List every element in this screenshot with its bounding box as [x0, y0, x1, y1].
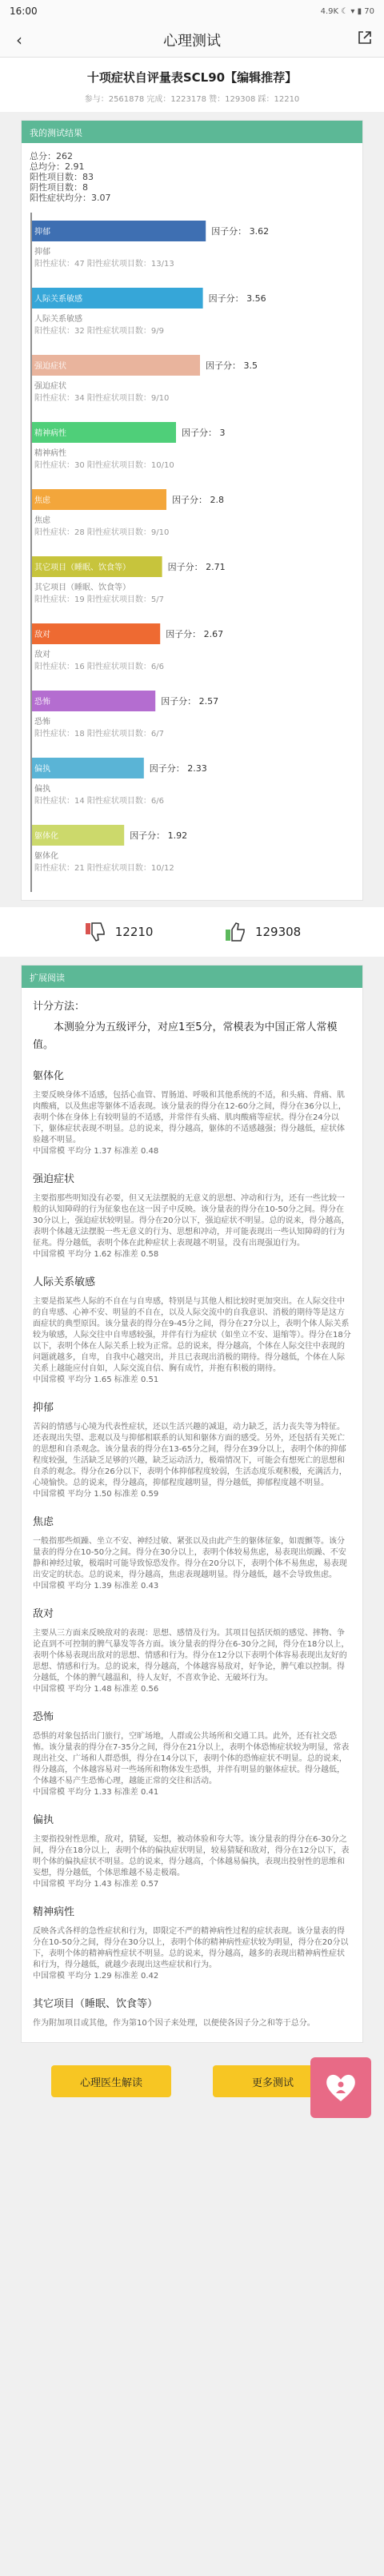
test-meta: 参与：2561878 完成：1223178 赞：129308 踩：12210 [84, 95, 300, 104]
bar-sub1-1: 人际关系敏感 [34, 315, 82, 324]
summary-positive-mean: 阳性症状均分：3.07 [30, 193, 111, 203]
factor-description: 主要指投射性思维，敌对，猜疑，妄想，被动体验和夸大等。该分量表的得分在6-30分之间，得分在18分以上，表明个体的偏执症状明显，较易猜疑和敌对，得分在12分以下，表明个体的偏执症状不明显。总的说来，得分越高，个体越易偏执，表现出投射性的思维和妄想，得分越低，个体思维越不易走极端。 [33, 1835, 350, 1877]
bar-score-6: 因子分： 2.67 [166, 629, 224, 639]
bar-score-4: 因子分： 2.8 [172, 495, 224, 505]
result-card-title: 我的测试结果 [22, 121, 362, 143]
factor-section [33, 1170, 351, 1260]
status-icons: 4.9K ☾ ▾ ▮ 70 [320, 6, 374, 16]
bar-score-2: 因子分： 3.5 [206, 360, 258, 371]
bar-sub2-6: 阳性症状：16 阳性症状项目数：6/6 [34, 663, 164, 671]
result-summary [22, 143, 362, 213]
bar-sub2-1: 阳性症状：32 阳性症状项目数：9/9 [34, 327, 164, 336]
factor-description: 苦闷的情感与心境为代表性症状，还以生活兴趣的减退，动力缺乏，活力丧失等为特征。还表现出失望、悲观以及与抑郁相联系的认知和躯体方面的感受。另外，还包括有关死亡的思想和自杀观念。该分量表的得分在13-65分之间，得分在39分以上，表明个体的抑郁程度较强，生活缺乏足够的兴趣，缺乏运动活力，极端情况下，可能会有想死亡的思想和自杀的观念。得分在26分以下，表明个体抑郁程度较弱，生活态度乐观积极，充满活力，心境愉快。总的说来，得分越高，抑郁程度越明显，得分越低，抑郁程度越不明显。 [33, 1423, 347, 1487]
bar-label-4: 焦虑 [34, 496, 50, 505]
factor-name: 其它项目（睡眠、饮食等） [33, 1998, 158, 2010]
share-icon[interactable] [355, 30, 374, 50]
bar-score-3: 因子分： 3 [182, 428, 226, 438]
status-bar [0, 0, 384, 22]
bar-label-6: 敌对 [34, 631, 50, 639]
summary-negative-count: 阴性项目数：8 [30, 182, 88, 193]
factor-description: 主要是指某些人际的不自在与自卑感，特别是与其他人相比较时更加突出。在人际交往中的自卑感、心神不安、明显的不自在，以及人际交流中的自我意识、消极的期待等是这方面症状的典型原因。该分量表的得分在9-45分之间，得分在27分以上，表明个体人际关系较为敏感，人际交往中自卑感较强，并伴有行为症状（如坐立不安、退缩等）。得分在18分以下，表明个体在人际关系上较为正常。总的说来，得分越高，个体在人际交往中表现的问题就越多，自卑，自我中心越突出，并且已表现出消极的期待。得分越低，个体在人际关系上越能应付自如，人际交流自信、胸有成竹，并抱有积极的期待。 [33, 1297, 351, 1373]
factor-name: 人际关系敏感 [33, 1276, 96, 1288]
factor-name: 恐怖 [33, 1711, 54, 1723]
method-text: 本测验分为五级评分，对应1至5分，常模表为中国正常人常模值。 [33, 1021, 338, 1051]
factor-norm: 中国常模 平均分 1.50 标准差 0.59 [33, 1490, 159, 1499]
summary-mean: 总均分：2.91 [30, 161, 85, 172]
factor-name: 强迫症状 [33, 1173, 75, 1185]
bar-sub2-3: 阳性症状：30 阳性症状项目数：10/10 [34, 461, 174, 470]
bar-label-5: 其它项目（睡眠、饮食等） [34, 563, 130, 572]
bar-label-1: 人际关系敏感 [34, 295, 82, 304]
result-card [21, 120, 363, 901]
factor-section [33, 1995, 351, 2029]
bar-4 [32, 489, 166, 510]
bar-label-8: 偏执 [34, 765, 50, 774]
dislike-button[interactable] [83, 920, 154, 944]
factor-chart-svg [30, 213, 366, 900]
bar-score-8: 因子分： 2.33 [149, 763, 207, 774]
vote-bar [0, 907, 384, 957]
factor-norm: 中国常模 平均分 1.37 标准差 0.48 [33, 1147, 159, 1156]
nav-title: 心理测试 [163, 32, 221, 50]
summary-positive-count: 阳性项目数：83 [30, 172, 94, 182]
like-button[interactable] [223, 920, 301, 944]
factor-description: 反映各式各样的急性症状和行为，即限定不严的精神病性过程的症状表现。该分量表的得分在10-50分之间，得分在30分以上，表明个体的精神病性症状较为明显，得分在20分以下，表明个体的精神病性症状不明显。总的说来，得分越高，越多的表现出精神病性症状和行为，得分越低，就越少表现出这些症状和行为。 [33, 1927, 349, 1969]
factor-section [33, 1067, 351, 1157]
nav-bar [0, 22, 384, 58]
status-time: 16:00 [10, 6, 38, 17]
like-count: 129308 [254, 925, 302, 939]
factor-list [33, 1067, 351, 2029]
bar-label-3: 精神病性 [34, 429, 66, 438]
bar-label-7: 恐怖 [34, 698, 50, 707]
factor-chart [30, 213, 362, 900]
bar-sub1-3: 精神病性 [34, 449, 66, 458]
factor-description: 一般指那些烦躁、坐立不安、神经过敏、紧张以及由此产生的躯体征象，如震颤等。该分量表的得分在10-50分之间。得分在30分以上，表明个体较易焦虑，易表现出烦躁、不安静和神经过敏，极端时可能导致惊恐发作。得分在20分以下，表明个体不易焦虑，易表现出安定的状态。总的说来，得分越高，焦虑表现越明显。得分越低，越不会导致焦虑。 [33, 1537, 347, 1579]
method-title: 计分方法： [33, 1001, 86, 1013]
factor-section [33, 1811, 351, 1890]
bar-sub2-2: 阳性症状：34 阳性症状项目数：9/10 [34, 394, 170, 403]
bar-sub2-9: 阳性症状：21 阳性症状项目数：10/12 [34, 864, 174, 873]
bar-sub2-7: 阳性症状：18 阳性症状项目数：6/7 [34, 730, 164, 739]
bar-sub1-4: 焦虑 [34, 516, 50, 525]
bar-score-9: 因子分： 1.92 [130, 830, 188, 841]
thumb-up-icon [223, 920, 247, 944]
factor-section [33, 1605, 351, 1695]
factor-description: 主要指那些明知没有必要，但又无法摆脱的无意义的思想、冲动和行为，还有一些比较一般的认知障碍的行为征象也在这一因子中反映。该分量表的得分在10-50分之间。得分在30分以上，强迫症状较明显。得分在20分以下，强迫症状不明显。总的说来，得分越高，表明个体越无法摆脱一些无意义的行为、思想和冲动，并可能表现出一些认知障碍的行为征兆。得分越低，表明个体在此种症状上表现越不明显，没有出现强迫行为。 [33, 1194, 350, 1248]
bar-sub1-7: 恐怖 [34, 718, 50, 727]
analysis-card [21, 965, 363, 2043]
bar-sub1-8: 偏执 [34, 785, 50, 794]
bar-score-1: 因子分： 3.56 [208, 293, 266, 304]
bar-label-2: 强迫症状 [34, 362, 66, 371]
factor-section [33, 1708, 351, 1798]
factor-name: 躯体化 [33, 1070, 65, 1082]
factor-section [33, 1399, 351, 1500]
heart-icon[interactable] [310, 2057, 371, 2118]
factor-norm: 中国常模 平均分 1.29 标准差 0.42 [33, 1972, 159, 1981]
bottom-actions [0, 2043, 384, 2120]
summary-total: 总分：262 [30, 151, 73, 161]
factor-description: 作为附加项目或其他，作为第10个因子来处理，以便使各因子分之和等于总分。 [33, 2019, 315, 2028]
bar-sub2-5: 阳性症状：19 阳性症状项目数：5/7 [34, 595, 164, 604]
bar-sub1-2: 强迫症状 [34, 382, 66, 391]
back-icon[interactable]: ‹ [16, 30, 22, 50]
bar-sub2-4: 阳性症状：28 阳性症状项目数：9/10 [34, 528, 170, 537]
factor-section [33, 1903, 351, 1982]
factor-description: 主要反映身体不适感，包括心血管、胃肠道、呼吸和其他系统的不适，和头痛、背痛、肌肉酸痛，以及焦虑等躯体不适表现。该分量表的得分在12-60分之间，得分在36分以上，表明个体在身体上有较明显的不适感，并常伴有头痛、肌肉酸痛等症状。得分在24分以下，躯体症状表现不明显。总的说来，得分越高，躯体的不适感越强；得分越低，症状体验越不明显。 [33, 1091, 346, 1145]
factor-name: 焦虑 [33, 1516, 54, 1528]
factor-name: 抑郁 [33, 1402, 54, 1414]
bar-label-9: 躯体化 [34, 832, 58, 841]
factor-norm: 中国常模 平均分 1.39 标准差 0.43 [33, 1582, 159, 1591]
factor-norm: 中国常模 平均分 1.43 标准差 0.57 [33, 1880, 159, 1889]
bar-score-5: 因子分： 2.71 [167, 562, 226, 572]
factor-name: 精神病性 [33, 1906, 75, 1918]
factor-section [33, 1273, 351, 1386]
bar-0 [32, 221, 206, 241]
test-header [0, 58, 384, 112]
bar-sub1-6: 敌对 [34, 651, 50, 659]
bar-score-0: 因子分： 3.62 [211, 226, 270, 237]
bar-7 [32, 691, 155, 711]
factor-name: 偏执 [33, 1814, 54, 1826]
bar-sub1-5: 其它项目（睡眠、饮食等） [34, 583, 130, 592]
factor-norm: 中国常模 平均分 1.48 标准差 0.56 [33, 1685, 159, 1694]
factor-description: 主要从三方面来反映敌对的表现：思想、感情及行为。其项目包括厌烦的感觉、摔物、争论直到不可控制的脾气暴发等各方面。该分量表的得分在6-30分之间，得分在18分以上，表明个体易表现出敌对的思想、情感和行为。得分在12分以下表明个体容易表现出友好的思想、情感和行为。总的说来，得分越高，个体越容易敌对，好争论，脾气难以控制。得分越低，个体的脾气越温和，待人友好，不喜欢争论、无破坏行为。 [33, 1629, 350, 1682]
bar-sub2-0: 阳性症状：47 阳性症状项目数：13/13 [34, 260, 174, 269]
factor-description: 恐惧的对象包括出门旅行，空旷场地，人群或公共场所和交通工具。此外，还有社交恐怖。该分量表的得分在7-35分之间，得分在21分以上，表明个体恐怖症状较为明显，常表现出社交、广场和人群恐惧，得分在14分以下，表明个体的恐怖症状不明显。总的说来，得分越高，个体越容易对一些场所和物体发生恐惧，并伴有明显的躯体症状。得分越低，个体越不易产生恐怖心理，越能正常的交往和活动。 [33, 1732, 350, 1786]
more-tests-button[interactable]: 更多测试 [213, 2065, 333, 2097]
bar-sub1-9: 躯体化 [34, 852, 58, 861]
factor-name: 敌对 [33, 1608, 54, 1620]
thumb-down-icon [83, 920, 107, 944]
bar-sub1-0: 抑郁 [34, 248, 50, 257]
doctor-interpret-button[interactable]: 心理医生解读 [51, 2065, 171, 2097]
dislike-count: 12210 [114, 925, 154, 939]
page-title: 十项症状自评量表SCL90【编辑推荐】 [86, 70, 298, 85]
factor-norm: 中国常模 平均分 1.65 标准差 0.51 [33, 1376, 159, 1384]
bar-sub2-8: 阳性症状：14 阳性症状项目数：6/6 [34, 797, 164, 806]
analysis-title: 扩展阅读 [22, 966, 362, 988]
factor-section [33, 1513, 351, 1592]
bar-score-7: 因子分： 2.57 [161, 696, 219, 707]
bar-6 [32, 623, 160, 644]
factor-norm: 中国常模 平均分 1.33 标准差 0.41 [33, 1788, 159, 1797]
bar-label-0: 抑郁 [34, 228, 50, 237]
factor-norm: 中国常模 平均分 1.62 标准差 0.58 [33, 1250, 159, 1259]
